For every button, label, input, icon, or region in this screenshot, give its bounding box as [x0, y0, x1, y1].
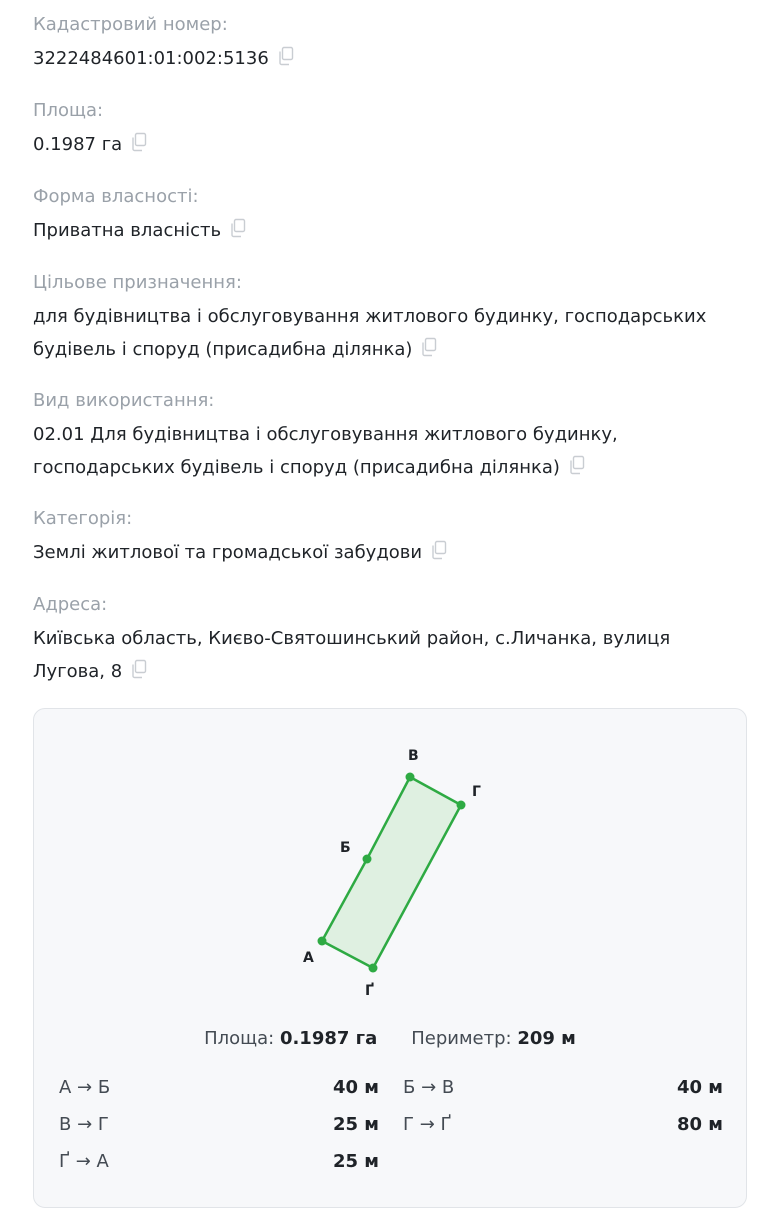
- vertex-b[interactable]: [363, 855, 372, 864]
- vertex-h[interactable]: [457, 801, 466, 810]
- area-value: 0.1987 га: [33, 134, 123, 155]
- copy-icon[interactable]: [229, 218, 247, 238]
- field-value: [33, 536, 746, 569]
- segment-name: Б → В: [403, 1077, 455, 1098]
- perimeter-stat: [411, 1027, 576, 1051]
- field-label: Кадастровий номер:: [33, 14, 228, 35]
- copy-icon[interactable]: [430, 540, 448, 560]
- vertex-label-h: Г: [472, 784, 481, 800]
- segment-name: Г → Ґ: [403, 1114, 452, 1135]
- segment-length: 25 м: [332, 1114, 379, 1135]
- segment-name: А → Б: [59, 1077, 111, 1098]
- field-value: [33, 42, 746, 75]
- parcel-plot-card: [33, 708, 747, 1208]
- address-value-line-1: Київська область, Києво-Святошинський район, с.Личанка, вулиця: [33, 628, 671, 649]
- category-value: Землі житлової та громадської забудови: [33, 542, 423, 563]
- field-value: [33, 128, 746, 161]
- cadastral-number-value: 3222484601:01:002:5136: [33, 48, 269, 69]
- copy-icon[interactable]: [130, 659, 148, 679]
- field-value: [33, 418, 746, 484]
- field-label: Вид використання:: [33, 390, 215, 411]
- perimeter-stat-label: Периметр:: [411, 1028, 512, 1049]
- parcel-polygon-diagram: [34, 709, 746, 1009]
- perimeter-stat-value: 209 м: [517, 1028, 576, 1049]
- copy-icon[interactable]: [568, 455, 586, 475]
- field-value: [33, 622, 746, 688]
- copy-icon[interactable]: [277, 46, 295, 66]
- vertex-v[interactable]: [406, 773, 415, 782]
- purpose-value-line-1: для будівництва і обслуговування житлового будинку, господарських: [33, 306, 707, 327]
- field-label: Форма власності:: [33, 186, 199, 207]
- field-label: Адреса:: [33, 594, 108, 615]
- vertex-label-g: Ґ: [365, 983, 374, 999]
- vertex-a[interactable]: [318, 937, 327, 946]
- field-label: Категорія:: [33, 508, 133, 529]
- field-label: Цільове призначення:: [33, 272, 242, 293]
- parcel-polygon[interactable]: [322, 777, 461, 968]
- vertex-label-b: Б: [340, 840, 351, 856]
- copy-icon[interactable]: [420, 337, 438, 357]
- purpose-value-line-2: будівель і споруд (присадибна ділянка): [33, 339, 413, 360]
- copy-icon[interactable]: [130, 132, 148, 152]
- segment-length: 25 м: [332, 1151, 379, 1172]
- vertex-g[interactable]: [369, 964, 378, 973]
- ownership-field: [33, 186, 746, 247]
- field-value: [33, 300, 746, 366]
- segment-length: 40 м: [676, 1077, 723, 1098]
- purpose-field: [33, 272, 746, 366]
- segment-name: Ґ → А: [59, 1151, 109, 1172]
- area-field: [33, 100, 746, 161]
- parcel-stats: [34, 1027, 746, 1051]
- address-field: [33, 594, 746, 688]
- usage-field: [33, 390, 746, 484]
- vertex-label-a: А: [303, 950, 314, 966]
- usage-value-line-1: 02.01 Для будівництва і обслуговування житлового будинку,: [33, 424, 618, 445]
- segment-length: 80 м: [676, 1114, 723, 1135]
- field-value: [33, 214, 746, 247]
- segment-length: 40 м: [332, 1077, 379, 1098]
- field-label: Площа:: [33, 100, 104, 121]
- category-field: [33, 508, 746, 569]
- area-stat-value: 0.1987 га: [279, 1028, 378, 1049]
- ownership-value: Приватна власність: [33, 220, 222, 241]
- cadastral-number-field: [33, 14, 746, 75]
- area-stat: [204, 1027, 377, 1051]
- vertex-label-v: В: [408, 748, 419, 764]
- address-value-line-2: Лугова, 8: [33, 661, 123, 682]
- area-stat-label: Площа:: [204, 1028, 275, 1049]
- usage-value-line-2: господарських будівель і споруд (присадибна ділянка): [33, 457, 560, 478]
- segment-name: В → Г: [59, 1114, 109, 1135]
